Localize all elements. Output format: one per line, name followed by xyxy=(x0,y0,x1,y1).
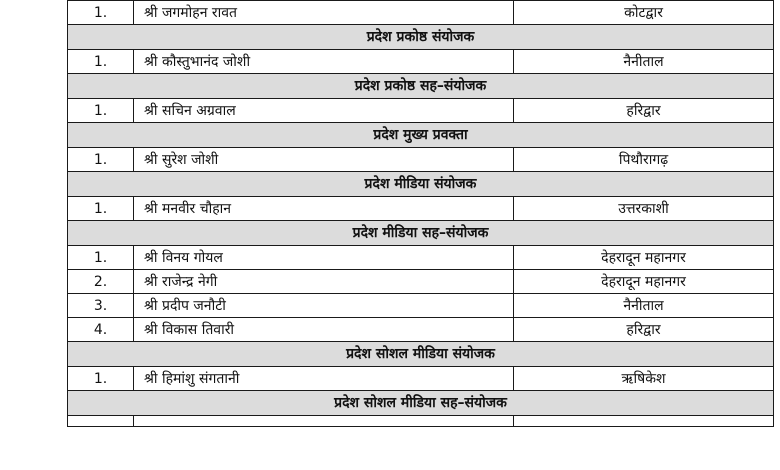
section-heading-row xyxy=(68,172,774,197)
member-location: हरिद्वार xyxy=(514,318,774,342)
empty-cell xyxy=(68,416,134,427)
member-row xyxy=(68,99,774,123)
member-row xyxy=(68,246,774,270)
member-name: श्री कौस्तुभानंद जोशी xyxy=(134,50,514,74)
section-heading-row xyxy=(68,74,774,99)
section-heading-row xyxy=(68,123,774,148)
member-row xyxy=(68,1,774,25)
member-location: पिथौरागढ़ xyxy=(514,148,774,172)
section-heading: प्रदेश मीडिया सह–संयोजक xyxy=(68,221,774,246)
section-heading: प्रदेश सोशल मीडिया संयोजक xyxy=(68,342,774,367)
serial-number: 4. xyxy=(68,318,134,342)
member-location: कोटद्वार xyxy=(514,1,774,25)
member-name: श्री राजेन्द्र नेगी xyxy=(134,270,514,294)
member-location: नैनीताल xyxy=(514,50,774,74)
section-heading-row xyxy=(68,25,774,50)
member-location: हरिद्वार xyxy=(514,99,774,123)
member-location: नैनीताल xyxy=(514,294,774,318)
empty-cell xyxy=(514,416,774,427)
section-heading-row xyxy=(68,221,774,246)
section-heading: प्रदेश मुख्य प्रवक्ता xyxy=(68,123,774,148)
serial-number: 2. xyxy=(68,270,134,294)
serial-number: 1. xyxy=(68,1,134,25)
member-name: श्री विनय गोयल xyxy=(134,246,514,270)
section-heading: प्रदेश सोशल मीडिया सह–संयोजक xyxy=(68,391,774,416)
member-name: श्री विकास तिवारी xyxy=(134,318,514,342)
member-location: उत्तरकाशी xyxy=(514,197,774,221)
table-body xyxy=(68,1,774,427)
table-row-partial xyxy=(68,416,774,427)
member-name: श्री सचिन अग्रवाल xyxy=(134,99,514,123)
serial-number: 1. xyxy=(68,50,134,74)
serial-number: 3. xyxy=(68,294,134,318)
member-row xyxy=(68,270,774,294)
member-location: देहरादून महानगर xyxy=(514,270,774,294)
member-name: श्री जगमोहन रावत xyxy=(134,1,514,25)
member-row xyxy=(68,367,774,391)
serial-number: 1. xyxy=(68,246,134,270)
section-heading-row xyxy=(68,391,774,416)
member-location: देहरादून महानगर xyxy=(514,246,774,270)
member-row xyxy=(68,197,774,221)
serial-number: 1. xyxy=(68,99,134,123)
serial-number: 1. xyxy=(68,148,134,172)
member-row xyxy=(68,318,774,342)
member-name: श्री सुरेश जोशी xyxy=(134,148,514,172)
member-row xyxy=(68,50,774,74)
section-heading: प्रदेश प्रकोष्ठ सह–संयोजक xyxy=(68,74,774,99)
member-name: श्री प्रदीप जनौटी xyxy=(134,294,514,318)
member-location: ऋषिकेश xyxy=(514,367,774,391)
serial-number: 1. xyxy=(68,367,134,391)
serial-number: 1. xyxy=(68,197,134,221)
member-row xyxy=(68,294,774,318)
office-bearers-table xyxy=(67,0,774,427)
section-heading: प्रदेश मीडिया संयोजक xyxy=(68,172,774,197)
member-name: श्री मनवीर चौहान xyxy=(134,197,514,221)
section-heading-row xyxy=(68,342,774,367)
document-page xyxy=(67,0,773,427)
empty-cell xyxy=(134,416,514,427)
member-row xyxy=(68,148,774,172)
section-heading: प्रदेश प्रकोष्ठ संयोजक xyxy=(68,25,774,50)
member-name: श्री हिमांशु संगतानी xyxy=(134,367,514,391)
